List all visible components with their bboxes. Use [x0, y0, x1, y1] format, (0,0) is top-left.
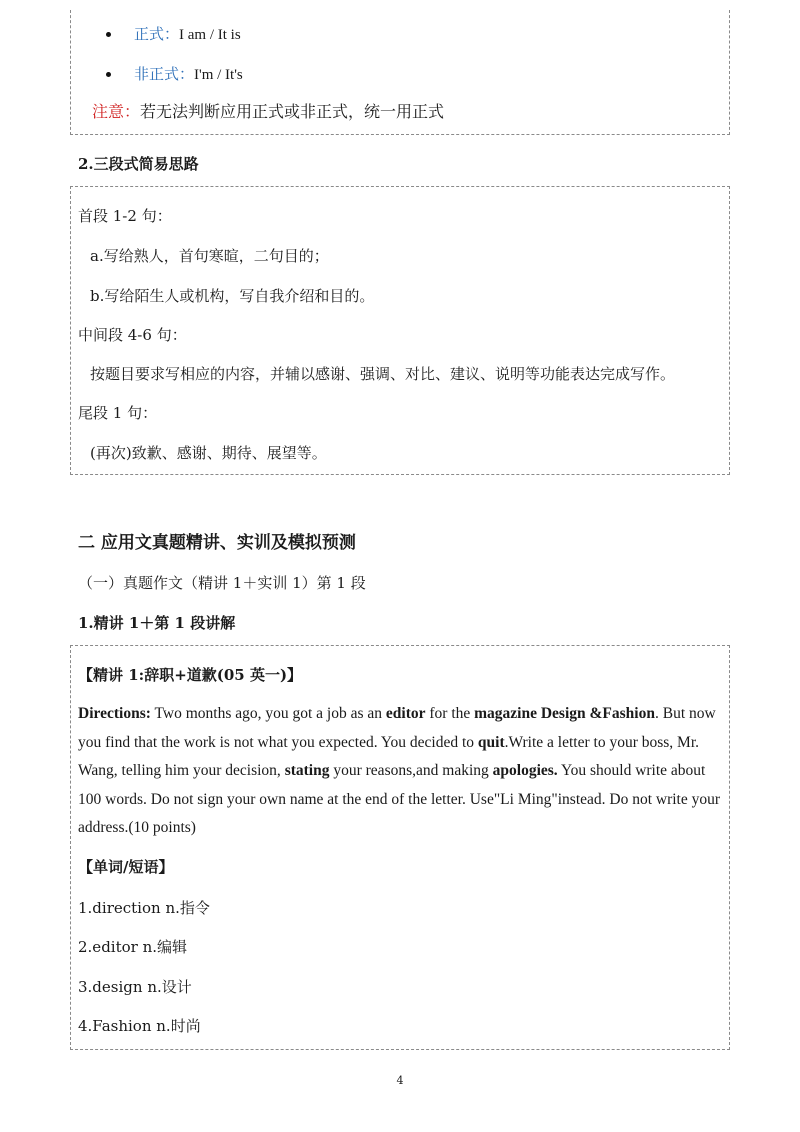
- bullet-text: I am / It is: [179, 27, 241, 43]
- directions-text: Two months ago, you got a job as an: [150, 705, 386, 722]
- structure-item: 中间段 4-6 句：: [78, 326, 187, 344]
- note-line: [92, 102, 444, 122]
- bullet-dot-icon: [106, 72, 111, 77]
- page-number: 4: [396, 1074, 404, 1087]
- directions-text: your reasons,and making: [329, 762, 493, 779]
- sub-heading: （一）真题作文（精讲 1＋实训 1）第 1 段: [78, 574, 366, 592]
- vocab-item: 2.editor n.编辑: [78, 938, 188, 956]
- directions-text: . But now you find that the work is not what you expected. You decided to: [78, 705, 716, 751]
- directions-text: .Write a letter to your boss, Mr. Wang, telling him your decision,: [78, 733, 700, 779]
- structure-item: 首段 1-2 句：: [78, 207, 172, 225]
- structure-item: b.写给陌生人或机构，写自我介绍和目的。: [90, 287, 375, 305]
- note-label: 注意：: [92, 102, 141, 121]
- directions-paragraph: [78, 700, 728, 843]
- structure-item: (再次)致歉、感谢、期待、展望等。: [90, 444, 327, 462]
- bullet-label: 正式：: [134, 25, 180, 43]
- keyword: quit: [477, 733, 505, 751]
- keyword: editor: [385, 705, 426, 722]
- keyword: magazine Design &Fashion: [474, 705, 655, 722]
- bullet-text: I'm / It's: [194, 67, 243, 83]
- vocab-title: 【单词/短语】: [78, 858, 174, 876]
- note-text: 若无法判断应用正式或非正式，统一用正式: [140, 102, 445, 121]
- bullet-informal: [134, 64, 243, 85]
- vocab-item: 3.design n.设计: [78, 978, 192, 996]
- sub-sub-heading: 1.精讲 1＋第 1 段讲解: [78, 614, 236, 632]
- bullet-label: 非正式：: [134, 65, 195, 83]
- directions-label: Directions:: [78, 705, 151, 722]
- bullet-dot-icon: [106, 32, 111, 37]
- structure-item: 按题目要求写相应的内容，并辅以感谢、强调、对比、建议、说明等功能表达完成写作。: [90, 365, 676, 383]
- vocab-item: 1.direction n.指令: [78, 899, 210, 917]
- chapter-heading: 二 应用文真题精讲、实训及模拟预测: [78, 533, 356, 553]
- bullet-formal: [134, 24, 241, 45]
- directions-text: for the: [425, 705, 475, 722]
- keyword: apologies.: [492, 762, 558, 779]
- keyword: stating: [284, 762, 330, 779]
- vocab-item: 4.Fashion n.时尚: [78, 1017, 201, 1035]
- structure-item: a.写给熟人，首句寒暄，二句目的；: [90, 247, 329, 265]
- directions-text: You should write about 100 words. Do not sign your own name at the end of the letter. Use"Li Ming"instead. Do not write your address.(10 points): [78, 762, 721, 836]
- lecture-title: 【精讲 1:辞职+道歉(05 英一)】: [78, 666, 303, 684]
- section-heading-structure: 2.三段式简易思路: [78, 155, 199, 173]
- structure-item: 尾段 1 句：: [78, 404, 158, 422]
